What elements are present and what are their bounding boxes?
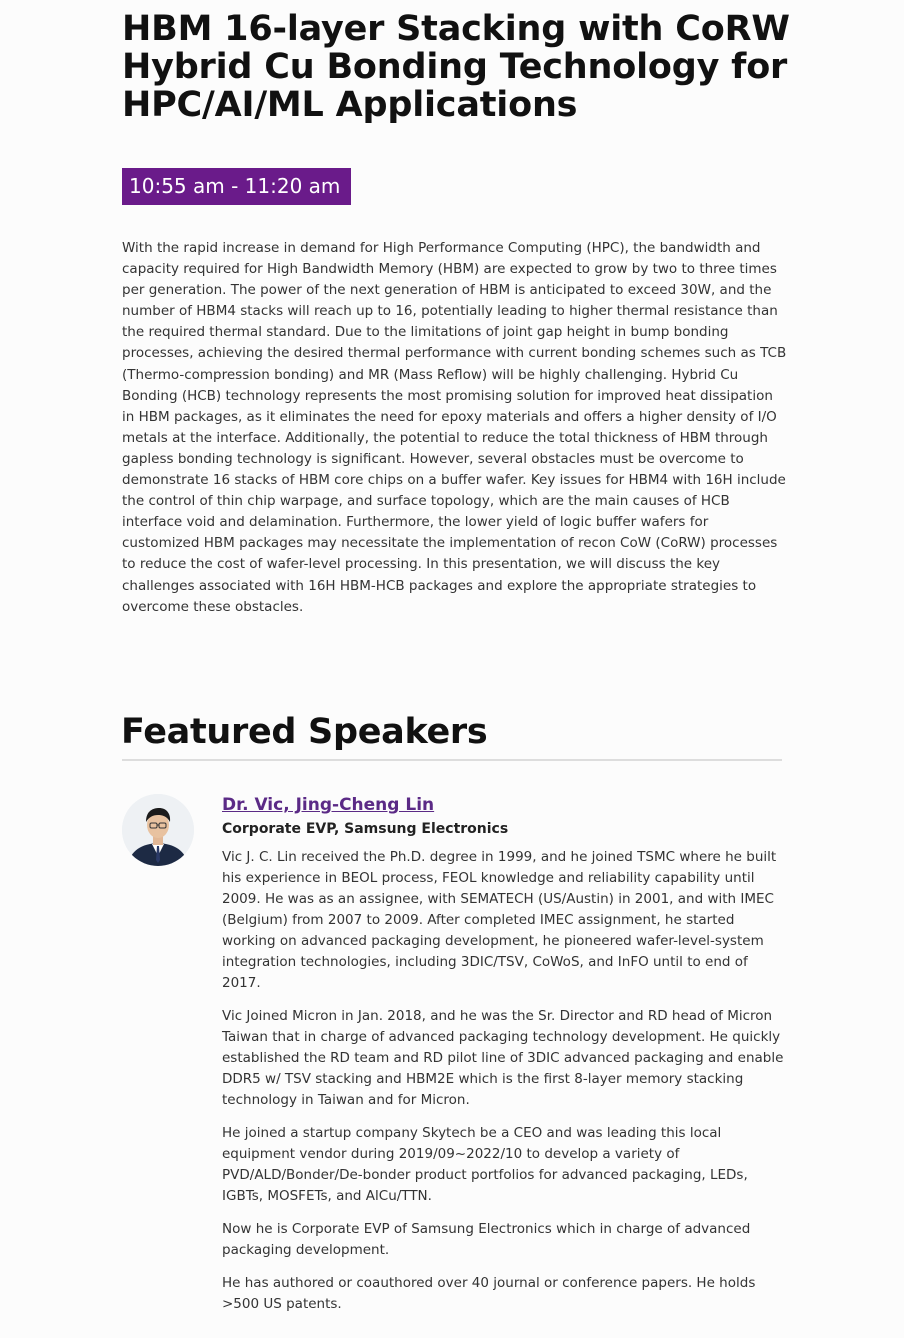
speaker-role: Corporate EVP, Samsung Electronics — [222, 821, 509, 837]
bio-paragraph: Vic J. C. Lin received the Ph.D. degree in 1999, and he joined TSMC where he built his experience in BEOL process, FEOL knowledge and reliability capability until 2009. He was as an assignee, with SEMATECH (US/Austin) in 2001, and with IMEC (Belgium) from 2007 to 2009. After completed IMEC assignment, he started working on advanced packaging development, he pioneered wafer-level-system integration technologies, including 3DIC/TSV, CoWoS, and InFO until to end of 2017. — [222, 849, 777, 991]
bio-paragraph: He joined a startup company Skytech be a CEO and was leading this local equipment vendor during 2019/09~2022/10 to develop a variety of PVD/ALD/Bonder/De-bonder product portfolios for advanced packaging, LEDs, IGBTs, MOSFETs, and AlCu/TTN. — [222, 1125, 748, 1204]
speaker-bio — [222, 847, 787, 1327]
featured-speakers-heading: Featured Speakers — [121, 712, 488, 752]
session-time-badge: 10:55 am - 11:20 am — [122, 168, 351, 205]
speaker-photo — [122, 794, 194, 866]
speaker-avatar — [122, 794, 194, 866]
section-divider — [122, 759, 782, 761]
session-abstract: With the rapid increase in demand for High Performance Computing (HPC), the bandwidth and capacity required for High Bandwidth Memory (HBM) are expected to grow by two to three times per generation. The power of the next generation of HBM is anticipated to exceed 30W, and the number of HBM4 stacks will reach up to 16, potentially leading to higher thermal resistance than the required thermal standard. Due to the limitations of joint gap height in bump bonding processes, achieving the desired thermal performance with current bonding schemes such as TCB (Thermo-compression bonding) and MR (Mass Reflow) will be highly challenging. Hybrid Cu Bonding (HCB) technology represents the most promising solution for improved heat dissipation in HBM packages, as it eliminates the need for epoxy materials and offers a higher density of I/O metals at the interface. Additionally, the potential to reduce the total thickness of HBM through gapless bonding technology is significant. However, several obstacles must be overcome to demonstrate 16 stacks of HBM core chips on a buffer wafer. Key issues for HBM4 with 16H include the control of thin chip warpage, and surface topology, which are the main causes of HCB interface void and delamination. Furthermore, the lower yield of logic buffer wafers for customized HBM packages may necessitate the implementation of recon CoW (CoRW) processes to reduce the cost of wafer-level processing. In this presentation, we will discuss the key challenges associated with 16H HBM-HCB packages and explore the appropriate strategies to overcome these obstacles. — [122, 240, 787, 615]
bio-paragraph: Vic Joined Micron in Jan. 2018, and he was the Sr. Director and RD head of Micron Taiwan that in charge of advanced packaging technology development. He quickly established the RD team and RD pilot line of 3DIC advanced packaging and enable DDR5 w/ TSV stacking and HBM2E which is the first 8-layer memory stacking technology in Taiwan and for Micron. — [222, 1008, 784, 1108]
bio-paragraph: Now he is Corporate EVP of Samsung Electronics which in charge of advanced packaging development. — [222, 1221, 751, 1258]
session-title: HBM 16-layer Stacking with CoRW Hybrid Cu Bonding Technology for HPC/AI/ML Applications — [122, 9, 790, 125]
speaker-name-link[interactable]: Dr. Vic, Jing-Cheng Lin — [222, 795, 435, 815]
bio-paragraph: He has authored or coauthored over 40 journal or conference papers. He holds >500 US patents. — [222, 1275, 756, 1312]
